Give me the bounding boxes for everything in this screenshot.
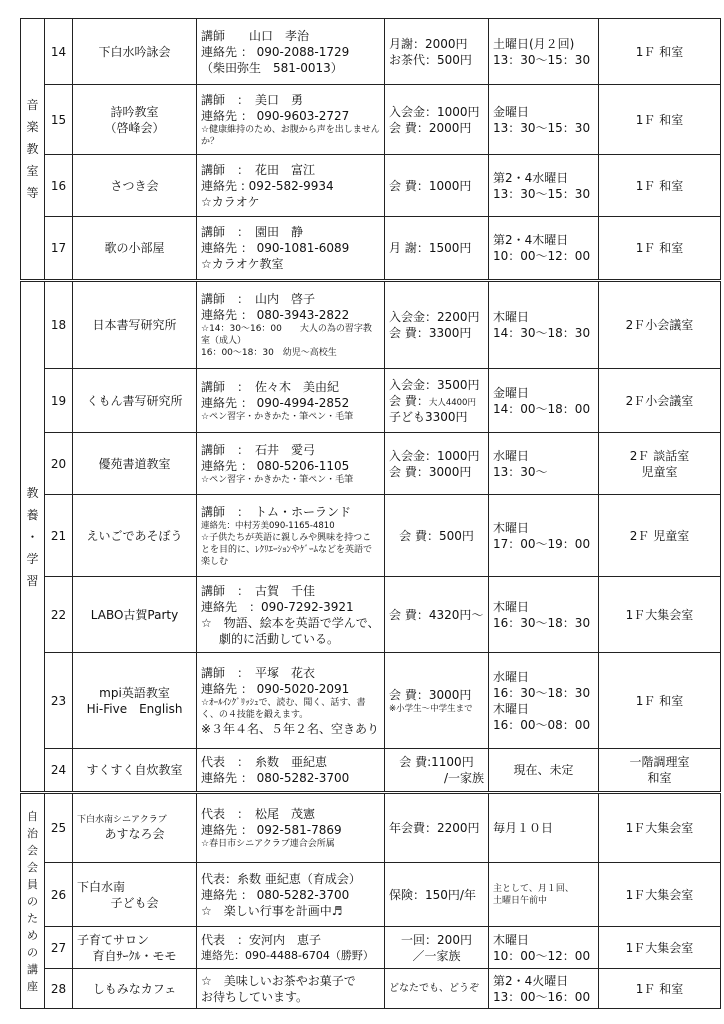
class-name: くもん書写研究所: [73, 369, 197, 433]
table-row: [21, 85, 721, 155]
section-label-music: 音 楽 教 室 等: [21, 19, 45, 281]
table-row: [21, 653, 721, 749]
fee-info: 月謝：2000円 お茶代：500円: [385, 19, 489, 85]
fee-info: 保険：150円/年: [385, 863, 489, 927]
contact-info: 講師 ： 花田 富江 連絡先 : 092-582-9934 ☆カラオケ: [197, 155, 385, 217]
contact-info: 講師 ： 美口 勇 連絡先 ： 090-9603-2727 ☆健康維持のため、お腹から声を出しませんか？: [197, 85, 385, 155]
fee-info: 月 謝：1500円: [385, 217, 489, 281]
row-number: 27: [45, 927, 73, 969]
schedule: 現在、未定: [489, 749, 599, 793]
fee-info: 会 費：4320円～: [385, 577, 489, 653]
row-number: 25: [45, 793, 73, 863]
class-name: 優苑書道教室: [73, 433, 197, 495]
class-name: 下白水南シニアクラブ あすなろ会: [73, 793, 197, 863]
schedule: 第2・4木曜日 10：00～12：00: [489, 217, 599, 281]
room: 1Ｆ 和室: [599, 969, 721, 1009]
row-number: 17: [45, 217, 73, 281]
contact-info: 講師 ： 石井 愛弓 連絡先 ： 080-5206-1105 ☆ペン習字・かきかた・筆ペン・毛筆: [197, 433, 385, 495]
fee-info: 入会金：1000円 会 費：2000円: [385, 85, 489, 155]
schedule: 第2・4火曜日 13：00～16：00: [489, 969, 599, 1009]
room: 1Ｆ 和室: [599, 19, 721, 85]
table-row: [21, 495, 721, 577]
row-number: 20: [45, 433, 73, 495]
table-row: [21, 217, 721, 281]
class-name: mpi英語教室 Hi-Five English: [73, 653, 197, 749]
contact-info: 講師 ： 山内 啓子 連絡先 ： 080-3943-2822 ☆14：30～16：00 大人の為の習字教室（成人） 16：00～18：30 幼児～高校生: [197, 281, 385, 369]
contact-info: 代表 ：安河内 恵子 連絡先：090-4488-6704（勝野）: [197, 927, 385, 969]
schedule: 木曜日 17：00～19：00: [489, 495, 599, 577]
row-number: 18: [45, 281, 73, 369]
schedule: 第2・4水曜日 13：30～15：30: [489, 155, 599, 217]
row-number: 19: [45, 369, 73, 433]
class-name: えいごであそぼう: [73, 495, 197, 577]
class-name: 下白水吟詠会: [73, 19, 197, 85]
class-name: 歌の小部屋: [73, 217, 197, 281]
class-name: すくすく自炊教室: [73, 749, 197, 793]
table-row: [21, 19, 721, 85]
room: 一階調理室 和室: [599, 749, 721, 793]
class-name: 下白水南 子ども会: [73, 863, 197, 927]
class-name: 日本書写研究所: [73, 281, 197, 369]
row-number: 15: [45, 85, 73, 155]
schedule: 木曜日 10：00～12：00: [489, 927, 599, 969]
fee-info: 会 費：500円: [385, 495, 489, 577]
room: 1Ｆ 和室: [599, 217, 721, 281]
row-number: 16: [45, 155, 73, 217]
class-list-table: [20, 18, 721, 1009]
class-name: 詩吟教室 （啓峰会）: [73, 85, 197, 155]
schedule: 金曜日 13：30～15：30: [489, 85, 599, 155]
section-label-residents: 自 治 会 会 員 の た め の 講 座: [21, 793, 45, 1009]
fee-info: 入会金：1000円 会 費：3000円: [385, 433, 489, 495]
class-name: しもみなカフェ: [73, 969, 197, 1009]
fee-info: 一回：200円 ／一家族: [385, 927, 489, 969]
section-label-culture: 教 養 ・ 学 習: [21, 281, 45, 793]
row-number: 28: [45, 969, 73, 1009]
room: 2Ｆ 児童室: [599, 495, 721, 577]
fee-info: 年会費：2200円: [385, 793, 489, 863]
schedule: 水曜日 16：30～18：30 木曜日 16：00～08：00: [489, 653, 599, 749]
class-name: さつき会: [73, 155, 197, 217]
room: 2Ｆ小会議室: [599, 369, 721, 433]
row-number: 26: [45, 863, 73, 927]
row-number: 14: [45, 19, 73, 85]
contact-info: 講師 ： 古賀 千佳 連絡先 ：090-7292-3921 ☆ 物語、絵本を英語で学んで、 劇的に活動している。: [197, 577, 385, 653]
contact-info: 講師 山口 孝治 連絡先 ： 090-2088-1729 （柴田弥生 581-0013）: [197, 19, 385, 85]
schedule: 木曜日 14：30～18：30: [489, 281, 599, 369]
room: 2Ｆ 談話室 児童室: [599, 433, 721, 495]
room: 1Ｆ 和室: [599, 155, 721, 217]
table-row: [21, 281, 721, 369]
contact-info: 講師 ： 園田 静 連絡先 ： 090-1081-6089 ☆カラオケ教室: [197, 217, 385, 281]
row-number: 23: [45, 653, 73, 749]
row-number: 21: [45, 495, 73, 577]
table-row: [21, 969, 721, 1009]
table-row: [21, 155, 721, 217]
fee-info: 入会金：3500円 会 費：大人4400円 子ども3300円: [385, 369, 489, 433]
contact-info: 代表 ： 松尾 茂憲 連絡先 ： 092-581-7869 ☆春日市シニアクラブ連合会所属: [197, 793, 385, 863]
room: 1Ｆ大集会室: [599, 863, 721, 927]
class-name: LABO古賀Party: [73, 577, 197, 653]
table-row: [21, 863, 721, 927]
schedule: 土曜日(月２回) 13：30～15：30: [489, 19, 599, 85]
room: 1Ｆ大集会室: [599, 793, 721, 863]
contact-info: 講師 ： 平塚 花衣 連絡先 ： 090-5020-2091 ☆ｵｰﾙｲﾝｸﾞﾘｯｼｭで、読む、聞く、話す、書く、の４技能を鍛えます。 ※３年４名、５年２名、空きあり: [197, 653, 385, 749]
contact-info: 講師 ： トム・ホーランド 連絡先：中村芳美090-1165-4810 ☆子供たちが英語に親しみや興味を持つことを目的に、ﾚｸﾘｴｰｼｮﾝやｹﾞｰﾑなどを英語で楽しむ: [197, 495, 385, 577]
schedule: 毎月１０日: [489, 793, 599, 863]
room: 1Ｆ大集会室: [599, 927, 721, 969]
table-row: [21, 793, 721, 863]
room: 1Ｆ大集会室: [599, 577, 721, 653]
fee-info: 会 費:1100円 /一家族: [385, 749, 489, 793]
fee-info: どなたでも、どうぞ: [385, 969, 489, 1009]
room: 1Ｆ 和室: [599, 653, 721, 749]
fee-info: 会 費：3000円 ※小学生～中学生まで: [385, 653, 489, 749]
row-number: 22: [45, 577, 73, 653]
schedule: 水曜日 13：30～: [489, 433, 599, 495]
room: 2Ｆ小会議室: [599, 281, 721, 369]
table-row: [21, 577, 721, 653]
schedule: 金曜日 14：00～18：00: [489, 369, 599, 433]
contact-info: 代表：糸数 亜紀恵（育成会） 連絡先 ： 080-5282-3700 ☆ 楽しい行事を計画中♬: [197, 863, 385, 927]
class-name: 子育てサロン 育自ｻｰｸﾙ・モモ: [73, 927, 197, 969]
contact-info: 代表 ： 糸数 亜紀恵 連絡先 ： 080-5282-3700: [197, 749, 385, 793]
table-row: [21, 749, 721, 793]
table-row: [21, 927, 721, 969]
schedule: 主として、月１回、 土曜日午前中: [489, 863, 599, 927]
fee-info: 入会金：2200円 会 費：3300円: [385, 281, 489, 369]
table-row: [21, 433, 721, 495]
schedule: 木曜日 16：30～18：30: [489, 577, 599, 653]
table-row: [21, 369, 721, 433]
contact-info: ☆ 美味しいお茶やお菓子で お待ちしています。: [197, 969, 385, 1009]
contact-info: 講師 ： 佐々木 美由紀 連絡先 ： 090-4994-2852 ☆ペン習字・かきかた・筆ペン・毛筆: [197, 369, 385, 433]
room: 1Ｆ 和室: [599, 85, 721, 155]
fee-info: 会 費：1000円: [385, 155, 489, 217]
row-number: 24: [45, 749, 73, 793]
